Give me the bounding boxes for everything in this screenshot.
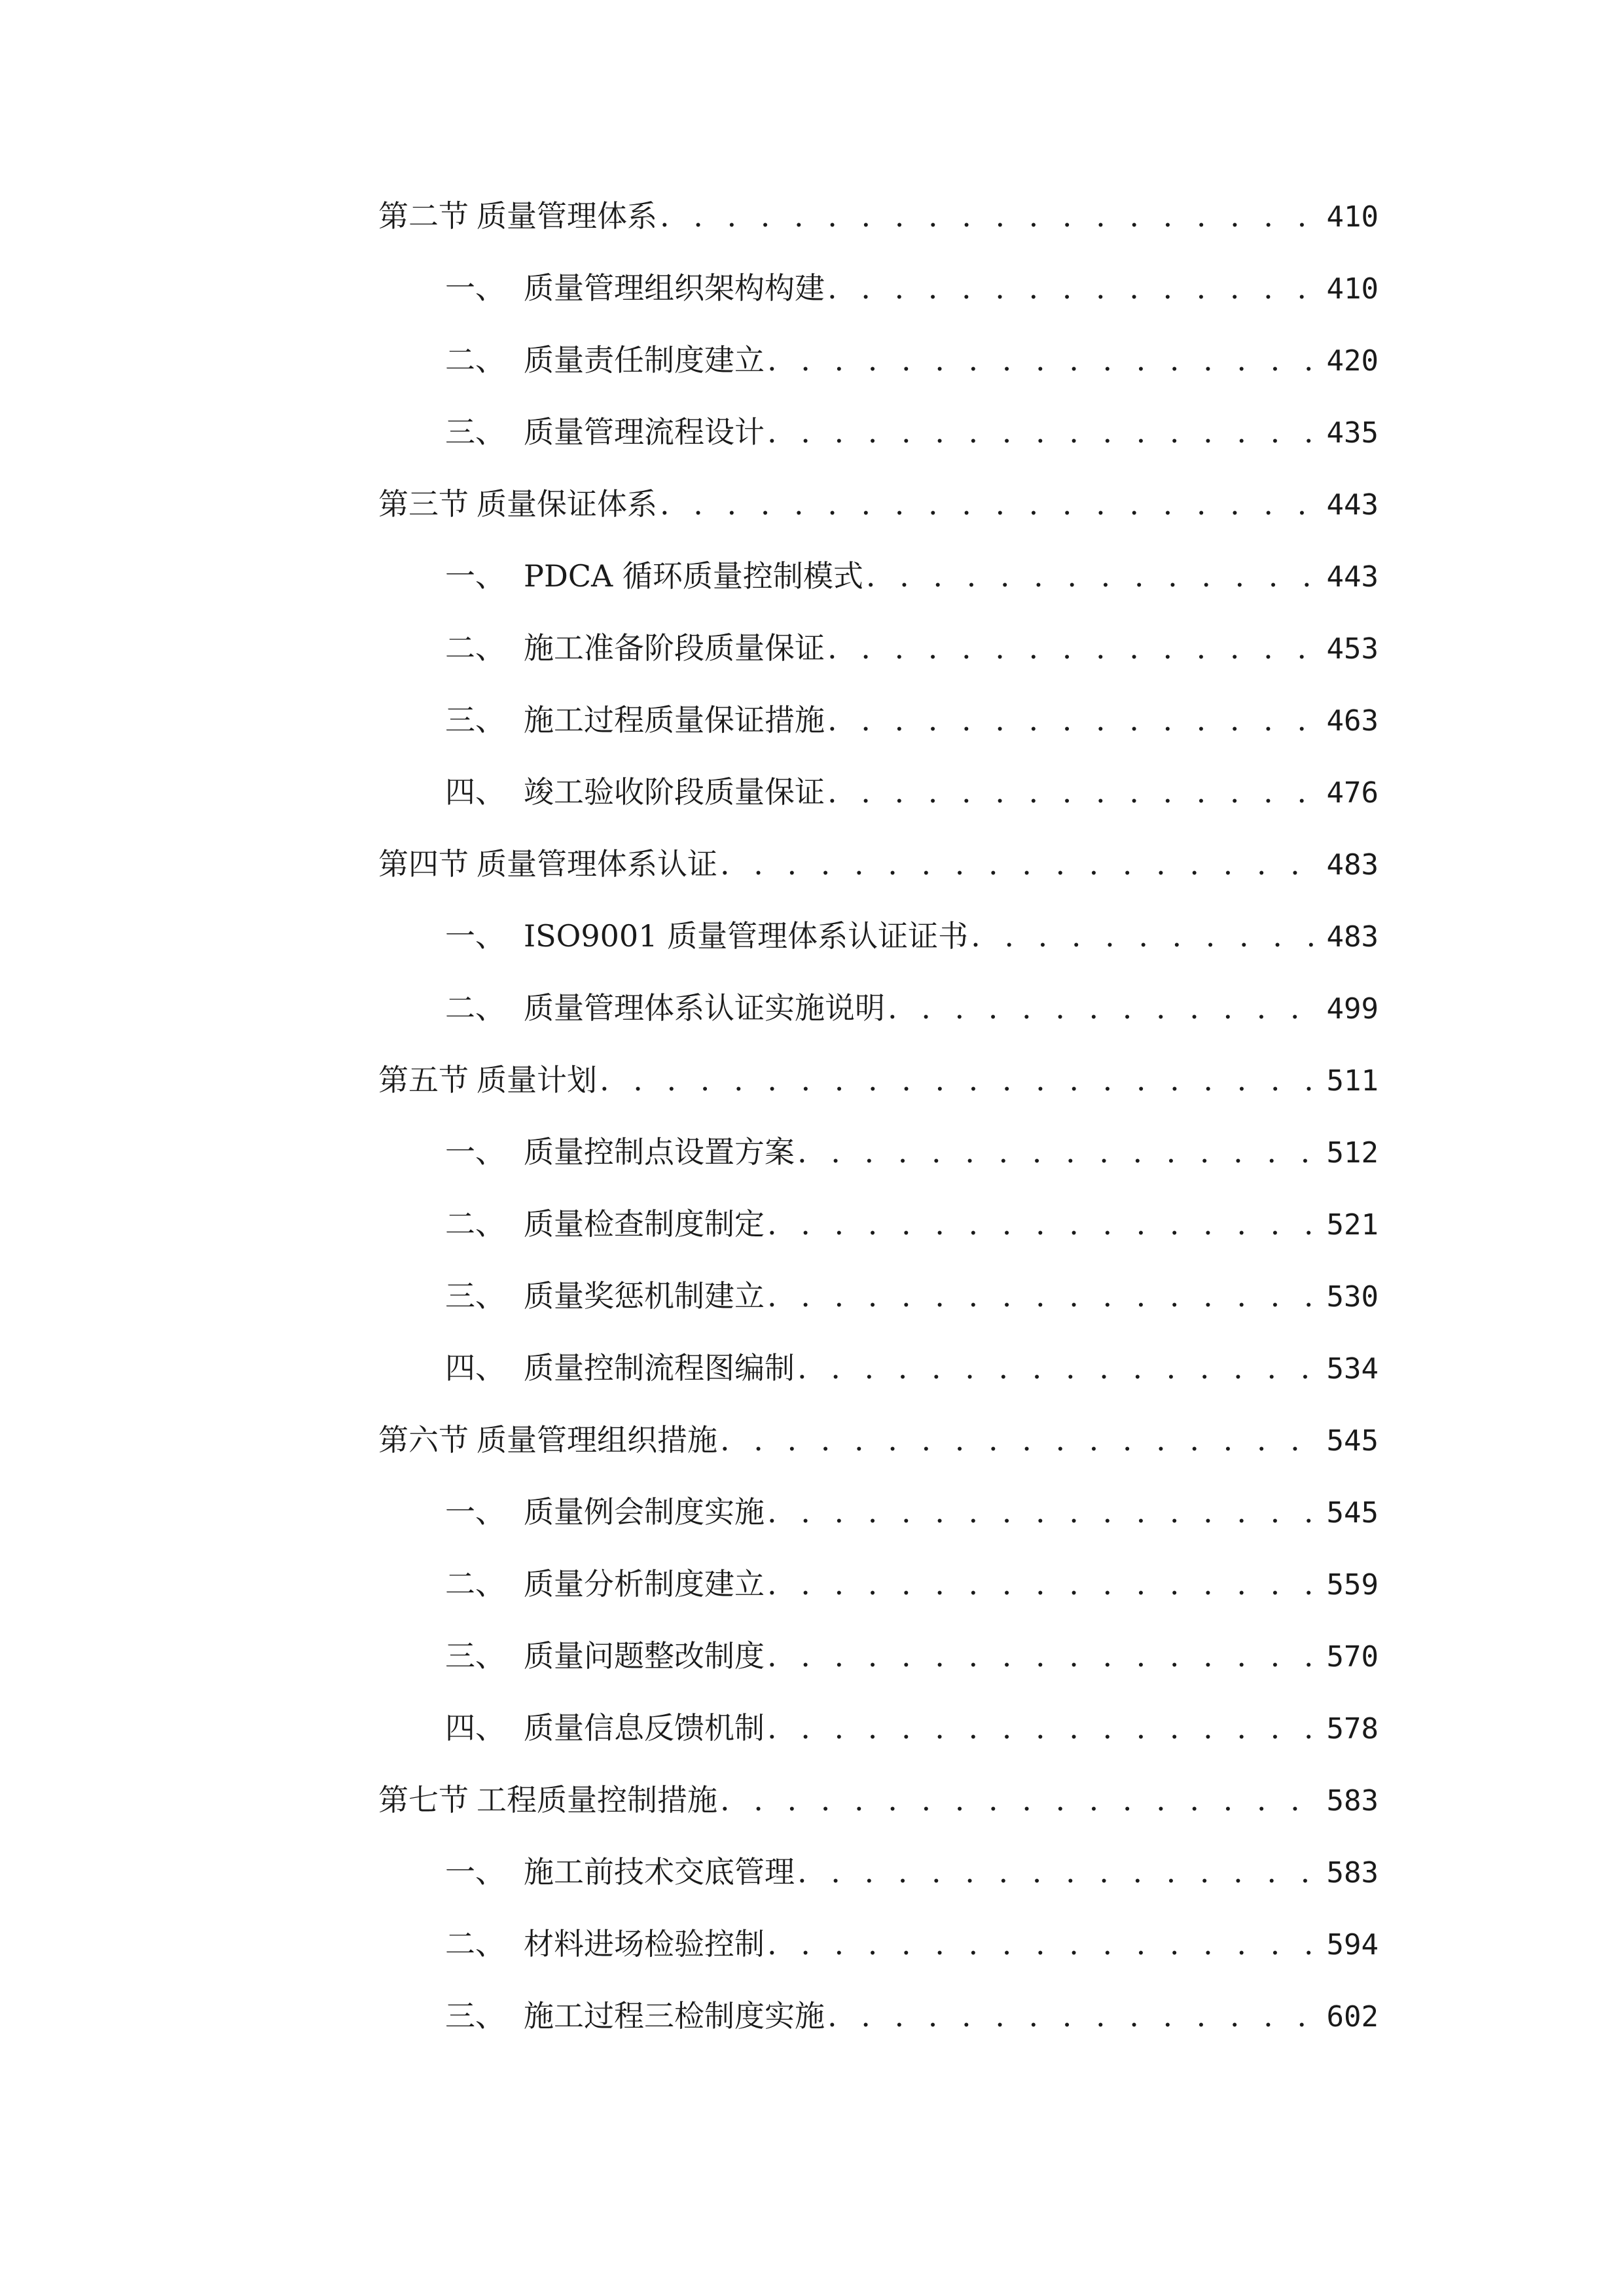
dot-leader [600,1057,1322,1103]
dot-leader [767,1489,1322,1535]
toc-entry-title: PDCA 循环质量控制模式 [524,558,863,594]
toc-entry-page: 583 [1326,1856,1379,1890]
toc-item-entry[interactable] [445,1129,1379,1175]
toc-entry-number: 一、 [445,1134,505,1170]
toc-entry-title: 质量分析制度建立 [524,1566,765,1602]
toc-item-entry[interactable] [445,1633,1379,1679]
toc-item-entry[interactable] [445,1273,1379,1319]
toc-entry-number: 三、 [445,1638,505,1674]
dot-leader [797,1129,1322,1175]
toc-entry-title: 质量检查制度制定 [524,1206,765,1242]
toc-item-entry[interactable] [445,409,1379,455]
dot-leader [767,337,1322,383]
toc-entry-number: 第五节 [378,1062,469,1098]
toc-item-entry[interactable] [445,1921,1379,1967]
toc-entry-page: 443 [1326,560,1379,594]
toc-entry-title: 质量管理体系 [477,198,657,234]
toc-item-entry[interactable] [445,1201,1379,1247]
toc-section-entry[interactable] [378,841,1379,887]
toc-entry-page: 410 [1326,272,1379,306]
toc-entry-number: 一、 [445,1494,505,1530]
toc-entry-title: 施工准备阶段质量保证 [524,630,825,666]
toc-entry-number: 四、 [445,774,505,810]
toc-entry-title: 竣工验收阶段质量保证 [524,774,825,810]
toc-item-entry[interactable] [445,1345,1379,1391]
toc-entry-page: 483 [1326,920,1379,954]
toc-entry-title: 质量问题整改制度 [524,1638,765,1674]
toc-entry-page: 545 [1326,1424,1379,1458]
toc-section-entry[interactable] [378,1057,1379,1103]
toc-entry-number: 三、 [445,414,505,450]
dot-leader [720,841,1322,887]
toc-entry-title: 质量责任制度建立 [524,342,765,378]
toc-section-entry[interactable] [378,1417,1379,1463]
toc-entry-title: 质量管理体系认证实施说明 [524,990,885,1026]
toc-entry-page: 410 [1326,200,1379,234]
toc-item-entry[interactable] [445,553,1379,599]
dot-leader [797,1849,1322,1895]
toc-entry-title: 材料进场检验控制 [524,1926,765,1962]
toc-entry-number: 二、 [445,1566,505,1602]
toc-entry-page: 443 [1326,488,1379,522]
toc-entry-number: 一、 [445,1854,505,1890]
dot-leader [797,1345,1322,1391]
toc-entry-page: 534 [1326,1352,1379,1386]
toc-entry-title: 工程质量控制措施 [477,1782,717,1818]
dot-leader [660,481,1322,527]
toc-entry-title: 施工过程质量保证措施 [524,702,825,738]
toc-entry-number: 一、 [445,918,505,954]
dot-leader [767,1561,1322,1607]
toc-entry-page: 483 [1326,848,1379,882]
toc-item-entry[interactable] [445,1561,1379,1607]
toc-item-entry[interactable] [445,1705,1379,1751]
dot-leader [827,697,1322,743]
toc-entry-number: 第三节 [378,486,469,522]
toc-entry-page: 420 [1326,344,1379,378]
toc-entry-page: 530 [1326,1280,1379,1314]
dot-leader [827,265,1322,311]
dot-leader [827,625,1322,671]
toc-item-entry[interactable] [445,1849,1379,1895]
toc-entry-number: 四、 [445,1350,505,1386]
toc-entry-page: 602 [1326,2000,1379,2034]
toc-entry-title: 质量管理体系认证 [477,846,717,882]
toc-entry-page: 521 [1326,1208,1379,1242]
dot-leader [767,1201,1322,1247]
toc-entry-page: 545 [1326,1496,1379,1530]
toc-item-entry[interactable] [445,1489,1379,1535]
toc-entry-page: 511 [1326,1064,1379,1098]
toc-entry-number: 第六节 [378,1422,469,1458]
toc-entry-title: 质量奖惩机制建立 [524,1278,765,1314]
toc-entry-page: 512 [1326,1136,1379,1170]
toc-entry-number: 三、 [445,1278,505,1314]
toc-entry-title: 质量保证体系 [477,486,657,522]
toc-entry-page: 453 [1326,632,1379,666]
toc-entry-number: 第二节 [378,198,469,234]
dot-leader [767,1921,1322,1967]
toc-section-entry[interactable] [378,1777,1379,1823]
toc-entry-number: 四、 [445,1710,505,1746]
toc-entry-number: 二、 [445,342,505,378]
toc-item-entry[interactable] [445,913,1379,959]
toc-entry-title: 质量控制点设置方案 [524,1134,795,1170]
toc-entry-page: 594 [1326,1928,1379,1962]
toc-entry-title: 质量信息反馈机制 [524,1710,765,1746]
toc-entry-page: 559 [1326,1568,1379,1602]
dot-leader [720,1417,1322,1463]
dot-leader [827,1993,1322,2039]
toc-entry-title: 质量控制流程图编制 [524,1350,795,1386]
toc-entry-page: 578 [1326,1712,1379,1746]
dot-leader [767,409,1322,455]
toc-entry-number: 二、 [445,1206,505,1242]
toc-entry-number: 二、 [445,990,505,1026]
toc-entry-number: 三、 [445,702,505,738]
dot-leader [767,1705,1322,1751]
toc-entry-page: 583 [1326,1784,1379,1818]
dot-leader [660,193,1322,239]
toc-entry-number: 二、 [445,1926,505,1962]
toc-entry-title: 施工过程三检制度实施 [524,1998,825,2034]
toc-entry-page: 435 [1326,416,1379,450]
toc-entry-number: 第七节 [378,1782,469,1818]
toc-entry-number: 一、 [445,270,505,306]
toc-entry-page: 570 [1326,1640,1379,1674]
toc-entry-number: 二、 [445,630,505,666]
toc-entry-title: 质量计划 [477,1062,597,1098]
toc-entry-title: 质量管理组织架构构建 [524,270,825,306]
dot-leader [971,913,1321,959]
toc-entry-page: 463 [1326,704,1379,738]
toc-item-entry[interactable] [445,625,1379,671]
dot-leader [767,1273,1322,1319]
toc-item-entry[interactable] [445,697,1379,743]
dot-leader [866,553,1322,599]
toc-item-entry[interactable] [445,337,1379,383]
toc-entry-number: 三、 [445,1998,505,2034]
toc-section-entry[interactable] [378,193,1379,239]
toc-item-entry[interactable] [445,265,1379,311]
toc-entry-title: ISO9001 质量管理体系认证证书 [524,918,969,954]
toc-entry-number: 一、 [445,558,505,594]
toc-item-entry[interactable] [445,1993,1379,2039]
toc-section-entry[interactable] [378,481,1379,527]
toc-item-entry[interactable] [445,769,1379,815]
toc-item-entry[interactable] [445,985,1379,1031]
dot-leader [720,1777,1322,1823]
toc-entry-title: 施工前技术交底管理 [524,1854,795,1890]
toc-entry-page: 476 [1326,776,1379,810]
dot-leader [767,1633,1322,1679]
toc-entry-page: 499 [1326,992,1379,1026]
toc-entry-number: 第四节 [378,846,469,882]
toc-entry-title: 质量例会制度实施 [524,1494,765,1530]
dot-leader [888,985,1322,1031]
toc-entry-title: 质量管理组织措施 [477,1422,717,1458]
dot-leader [827,769,1322,815]
toc-entry-title: 质量管理流程设计 [524,414,765,450]
